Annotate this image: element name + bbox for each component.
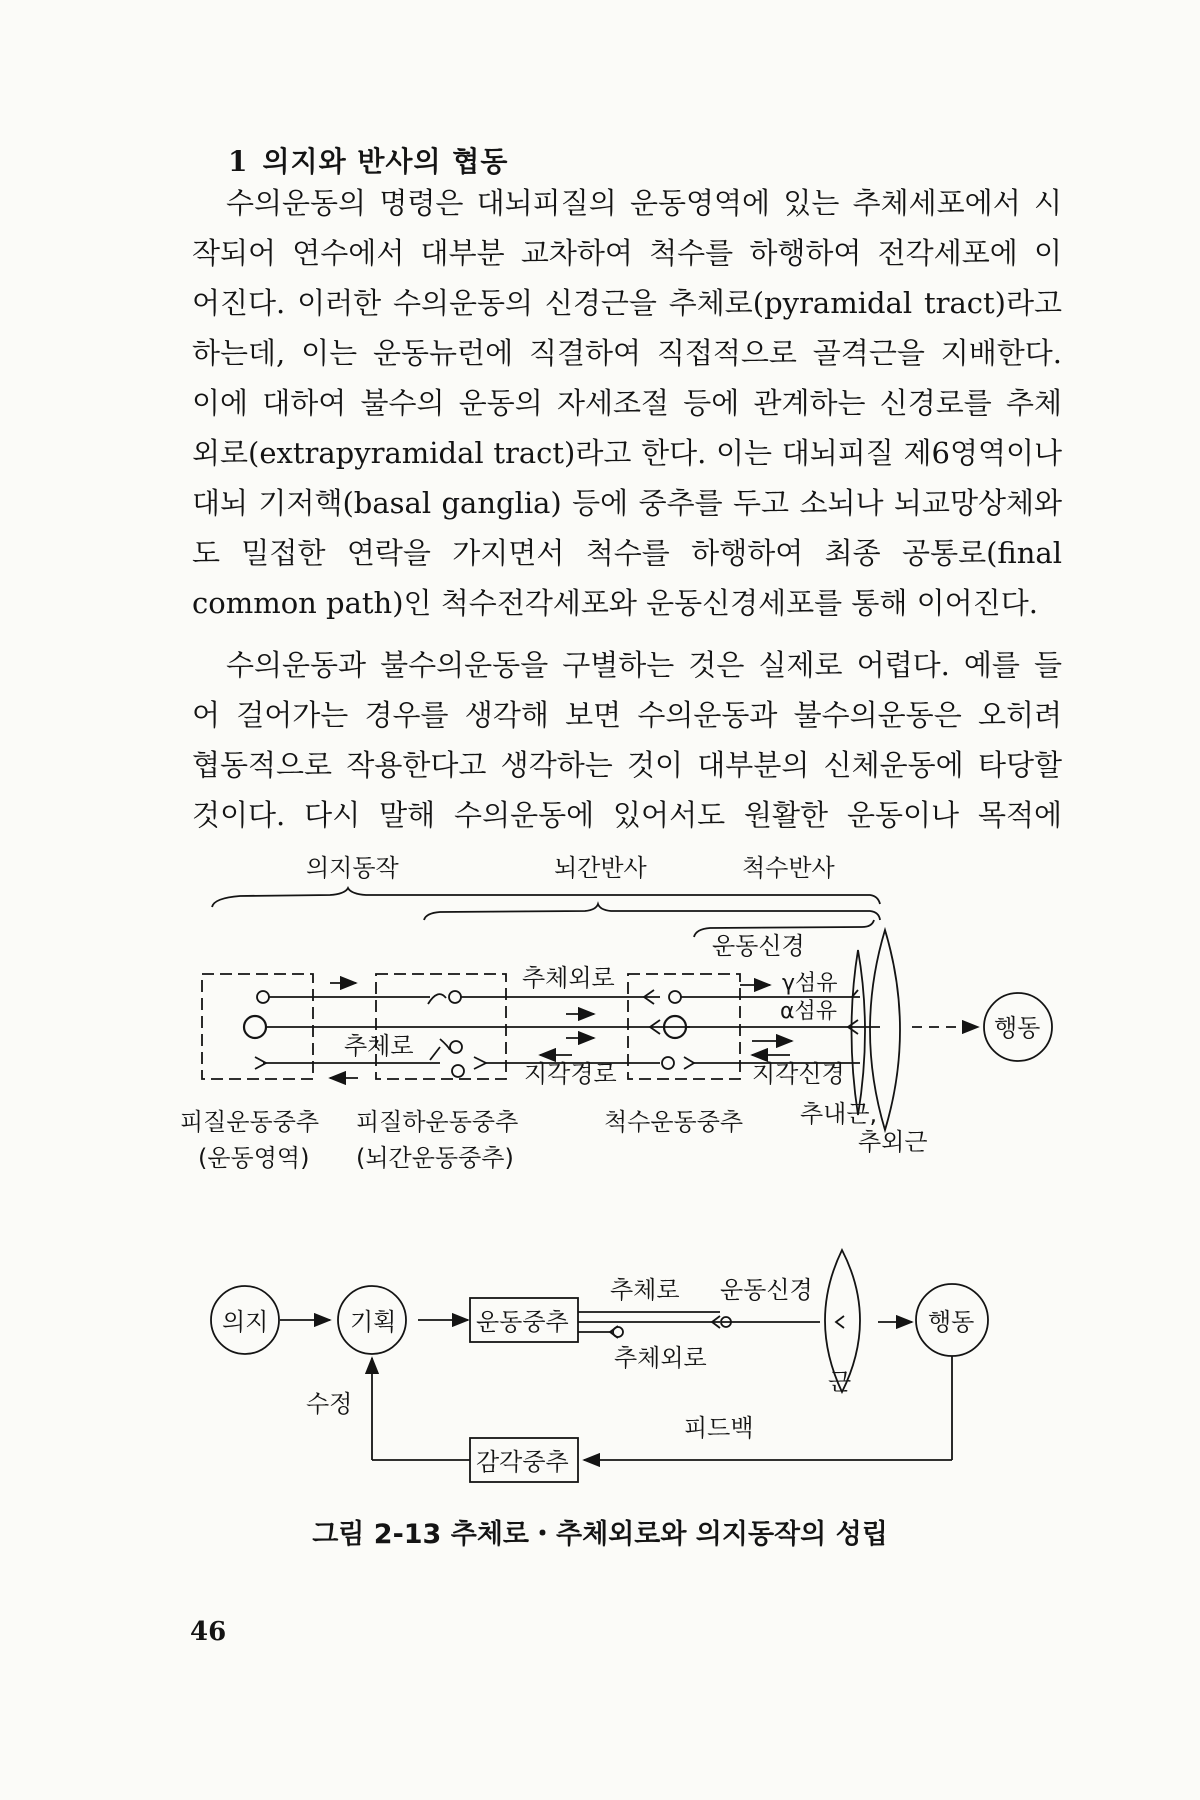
label-muscle-bottom: 근	[828, 1368, 852, 1396]
label-sensory-path: 지각경로	[524, 1060, 617, 1088]
page-number: 46	[190, 1617, 227, 1647]
figure-bottom-labels	[222, 1276, 974, 1476]
paragraph-line: 것이다. 다시 말해 수의운동에 있어서도 원활한 운동이나 목적에	[192, 798, 1062, 832]
label-action-top: 행동	[994, 1014, 1041, 1042]
paragraph-line: common path)인 척수전각세포와 운동신경세포를 통해 이어진다.	[192, 586, 1038, 620]
paragraph-line: 대뇌 기저핵(basal ganglia) 등에 중추를 두고 소뇌나 뇌교망상체와	[192, 486, 1062, 520]
label-muscle-inner: 추내근,	[800, 1100, 878, 1128]
label-cortex-center: 피질운동중추	[180, 1108, 320, 1136]
label-spinal: 척수반사	[742, 854, 835, 882]
figure-caption: 그림 2-13 추체로・추체외로와 의지동작의 성립	[312, 1519, 888, 1550]
section-number: 1	[228, 145, 249, 178]
label-will: 의지	[222, 1308, 269, 1336]
label-alpha-fiber: α섬유	[780, 999, 838, 1024]
label-feedback: 피드백	[684, 1414, 754, 1442]
label-extrapyramidal-bottom: 추체외로	[614, 1344, 707, 1372]
paragraph-line: 수의운동의 명령은 대뇌피질의 운동영역에 있는 추체세포에서 시	[226, 186, 1062, 220]
paragraph-line: 외로(extrapyramidal tract)라고 한다. 이는 대뇌피질 제6영역이나	[192, 436, 1062, 470]
label-extrapyramidal: 추체외로	[522, 964, 615, 992]
label-spinal-center: 척수운동중추	[604, 1108, 744, 1136]
label-subcortical-sub: (뇌간운동중추)	[356, 1144, 514, 1172]
brace-voluntary	[212, 888, 880, 907]
label-pyramidal-bottom: 추체로	[610, 1276, 680, 1304]
label-pyramidal: 추체로	[344, 1032, 414, 1060]
label-sensory-nerve: 지각신경	[752, 1060, 845, 1088]
muscle-inner	[852, 950, 866, 1115]
paragraph-line: 수의운동과 불수의운동을 구별하는 것은 실제로 어렵다. 예를 들	[226, 648, 1062, 682]
figure-bottom	[211, 1250, 988, 1482]
paragraph-line: 협동적으로 작용한다고 생각하는 것이 대부분의 신체운동에 타당할	[192, 748, 1062, 782]
paragraph-line: 이에 대하여 불수의 운동의 자세조절 등에 관계하는 신경로를 추체	[192, 386, 1062, 420]
paragraph-line: 도 밀접한 연락을 가지면서 척수를 하행하여 최종 공통로(final	[192, 536, 1062, 570]
paragraph-line: 어진다. 이러한 수의운동의 신경근을 추체로(pyramidal tract)라고	[192, 286, 1062, 320]
label-cortex-sub: (운동영역)	[198, 1144, 310, 1172]
paragraph-line: 어 걸어가는 경우를 생각해 보면 수의운동과 불수의운동은 오히려	[192, 698, 1062, 732]
label-brainstem: 뇌간반사	[554, 854, 647, 882]
label-action-bottom: 행동	[928, 1308, 975, 1336]
brace-brainstem	[424, 904, 880, 920]
label-correction: 수정	[306, 1390, 353, 1418]
figure-top	[202, 888, 1052, 1130]
paragraph-line: 작되어 연수에서 대부분 교차하여 척수를 하행하여 전각세포에 이	[192, 236, 1062, 270]
label-voluntary: 의지동작	[306, 854, 399, 882]
label-motor-nerve-bottom: 운동신경	[720, 1276, 813, 1304]
label-subcortical-center: 피질하운동중추	[356, 1108, 519, 1136]
label-motor-nerve: 운동신경	[712, 932, 805, 960]
paragraph-line: 하는데, 이는 운동뉴런에 직결하여 직접적으로 골격근을 지배한다.	[192, 336, 1062, 370]
label-muscle-outer: 추외근	[858, 1128, 928, 1156]
label-sensory-center: 감각중추	[476, 1448, 569, 1476]
label-plan: 기획	[350, 1308, 397, 1336]
figure-top-labels	[180, 854, 1040, 1172]
label-gamma-fiber: γ섬유	[782, 971, 838, 996]
label-motor-center: 운동중추	[476, 1308, 569, 1336]
section-title: 의지와 반사의 협동	[262, 145, 509, 178]
